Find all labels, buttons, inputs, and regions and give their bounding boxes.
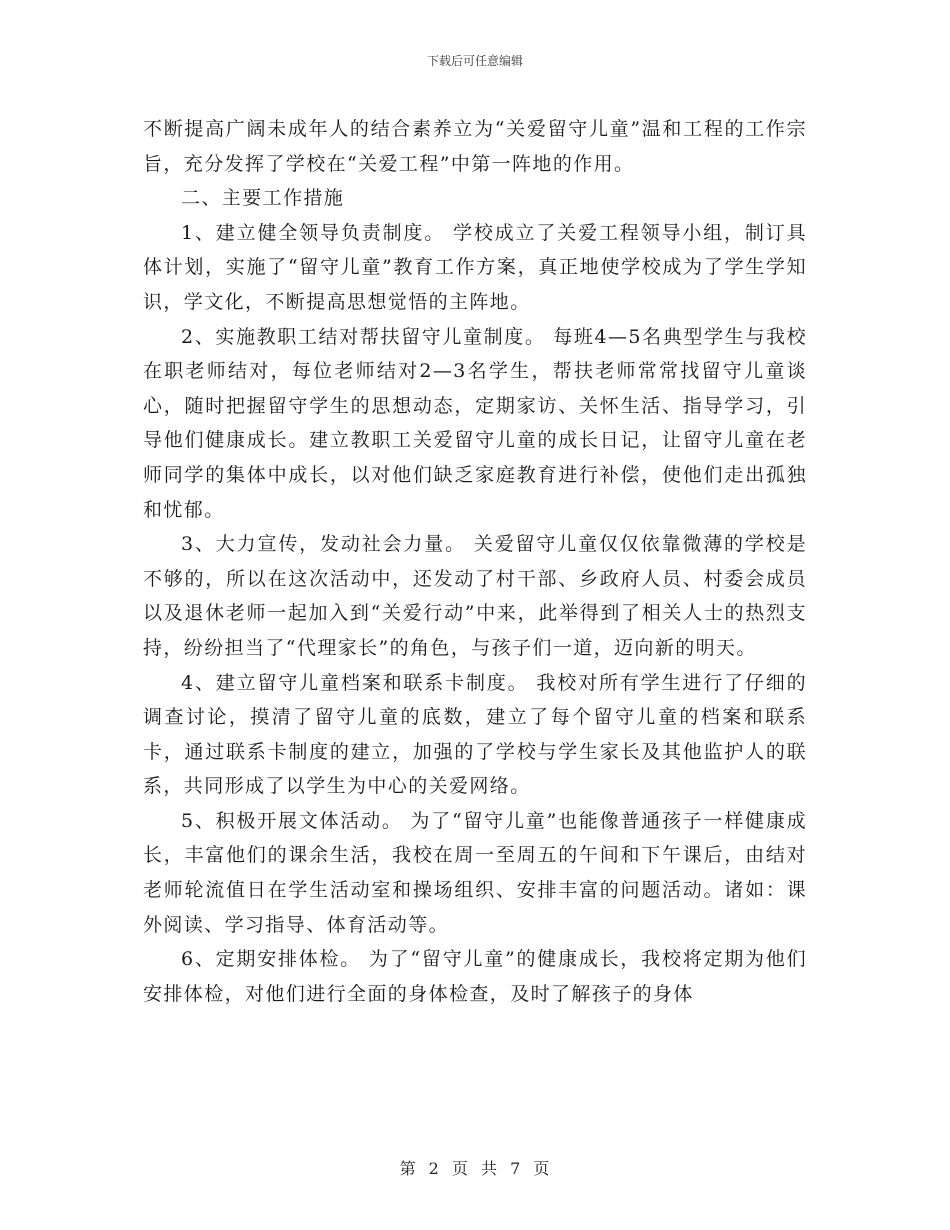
paragraph-item-3: 3、大力宣传，发动社会力量。 关爱留守儿童仅仅依靠微薄的学校是不够的，所以在这次活动中，还发动了村干部、乡政府人员、村委会成员以及退休老师一起加入到“关爱行动”中来，此举得到了相关人士的热烈支持，纷纷担当了“代理家长”的角色，与孩子们一道，迈向新的明天。 [143,533,807,659]
document-body [143,112,807,1011]
paragraph-item-2: 2、实施教职工结对帮扶留守儿童制度。 每班4—5名典型学生与我校在职老师结对，每位老师结对2—3名学生，帮扶老师常常找留守儿童谈心，随时把握留守学生的思想动态，定期家访、关怀生活、指导学习，引导他们健康成长。建立教职工关爱留守儿童的成长日记，让留守儿童在老师同学的集体中成长，以对他们缺乏家庭教育进行补偿，使他们走出孤独和忧郁。 [143,325,807,521]
paragraph-item-4: 4、建立留守儿童档案和联系卡制度。 我校对所有学生进行了仔细的调查讨论，摸清了留守儿童的底数，建立了每个留守儿童的档案和联系卡，通过联系卡制度的建立，加强的了学校与学生家长及其他监护人的联系，共同形成了以学生为中心的关爱网络。 [143,671,807,798]
section-heading: 二、主要工作措施 [181,187,345,210]
paragraph-item-5: 5、积极开展文体活动。 为了“留守儿童”也能像普通孩子一样健康成长，丰富他们的课余生活，我校在周一至周五的午间和下午课后，由结对老师轮流值日在学生活动室和操场组织、安排丰富的问题活动。诸如：课外阅读、学习指导、体育活动等。 [143,809,807,936]
page-header: 下载后可任意编辑 [426,54,523,68]
paragraph-continued: 不断提高广阔未成年人的结合素养立为“关爱留守儿童”温和工程的工作宗旨，充分发挥了学校在“关爱工程”中第一阵地的作用。 [143,118,807,175]
paragraph-item-1: 1、建立健全领导负责制度。 学校成立了关爱工程领导小组，制订具体计划，实施了“留守儿童”教育工作方案，真正地使学校成为了学生学知识，学文化，不断提高思想觉悟的主阵地。 [143,221,807,313]
page-number: 第 2 页 共 7 页 [399,1159,551,1178]
paragraph-item-6: 6、定期安排体检。 为了“留守儿童”的健康成长，我校将定期为他们安排体检，对他们进行全面的身体检查，及时了解孩子的身体 [143,948,807,1005]
